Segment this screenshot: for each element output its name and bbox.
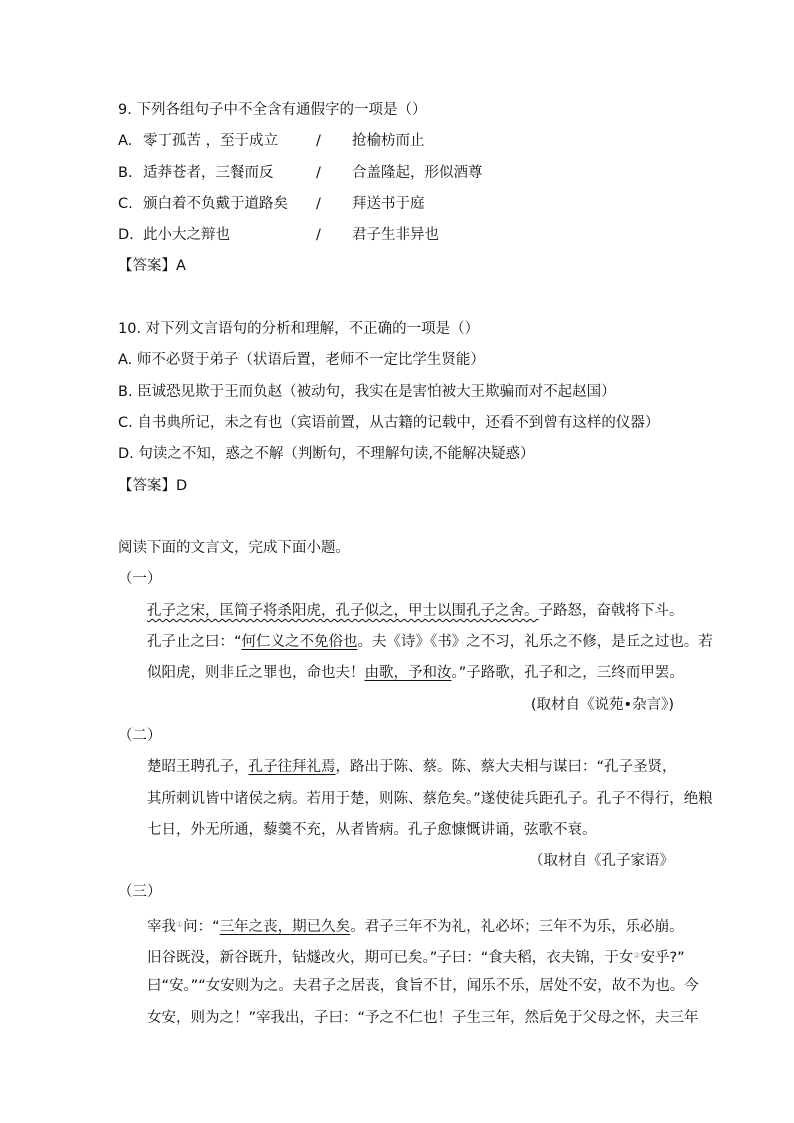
passage-line <box>118 596 684 627</box>
footnote-marker: ② <box>633 951 641 961</box>
text-segment: 七日，外无所通，藜羹不充，从者皆病。孔子愈慷慨讲诵，弦歌不衰。 <box>147 821 597 838</box>
underlined-sentence: 由歌，予和汝 <box>364 665 452 682</box>
reading-intro: 阅读下面的文言文，完成下面小题。 <box>118 540 350 557</box>
text-segment: 安乎?” <box>640 950 685 967</box>
text-segment: 其所刺讥皆中诸侯之病。若用于楚，则陈、蔡危矣。”遂使徒兵距孔子。孔子不得行，绝粮 <box>147 790 713 807</box>
option-sentence-b: 拜送书于庭 <box>352 195 425 212</box>
text-segment: 孔子止之曰：“ <box>147 634 242 651</box>
text-segment: 楚昭王聘孔子， <box>147 759 249 776</box>
text-segment: 。夫《诗》《书》之不习，礼乐之不修，是丘之过也。若 <box>357 634 713 651</box>
question-10-stem: 10. 对下列文言语句的分析和理解，不正确的一项是（） <box>118 321 480 338</box>
question-9-answer: 【答案】A <box>118 258 186 275</box>
option-label: B. <box>118 164 133 181</box>
passage-line <box>118 752 677 783</box>
passage-label: （三） <box>118 884 162 901</box>
text-segment: 似阳虎，则非丘之罪也，命也夫！ <box>147 665 365 682</box>
option-separator: / <box>316 227 321 244</box>
question-9-option <box>118 158 674 189</box>
passage-label: （一） <box>118 571 162 588</box>
passage-line <box>118 909 684 940</box>
text-segment: 女安，则为之！”宰我出，子曰：“予之不仁也！子生三年，然后免于父母之怀，夫三年 <box>147 1009 699 1026</box>
question-10-option: C. 自书典所记，未之有也（宾语前置，从古籍的记载中，还看不到曾有这样的仪器） <box>118 414 660 431</box>
option-label: A. <box>118 133 133 150</box>
text-segment: 子路怒，奋戟将下斗。 <box>538 602 684 619</box>
passage-line <box>118 784 713 815</box>
passage-label: （二） <box>118 727 162 744</box>
text-segment: 曰“安。”“女安则为之。夫君子之居丧，食旨不甘，闻乐不乐，居处不安，故不为也。今 <box>147 978 699 995</box>
option-sentence-b: 君子生非异也 <box>352 227 439 244</box>
wavy-underlined-sentence: 孔子之宋，匡简子将杀阳虎，孔子似之，甲士以围孔子之舍。 <box>147 602 539 619</box>
option-separator: / <box>316 164 321 181</box>
question-9-option <box>118 126 674 157</box>
option-sentence-b: 抢榆枋而止 <box>352 133 425 150</box>
footnote-marker: ① <box>176 919 184 929</box>
passage-line <box>118 1003 699 1034</box>
text-segment: ，路出于陈、蔡。陈、蔡大夫相与谋曰：“孔子圣贤， <box>335 759 677 776</box>
option-sentence-a: 此小大之辩也 <box>143 227 230 244</box>
text-segment: 。君子三年不为礼，礼必坏；三年不为乐，乐必崩。 <box>350 918 684 935</box>
option-label: C. <box>118 195 133 212</box>
option-sentence-a: 适莽苍者，三餐而反 <box>143 164 274 181</box>
question-10-option: A. 师不必贤于弟子（状语后置，老师不一定比学生贤能） <box>118 352 485 369</box>
option-separator: / <box>316 195 321 212</box>
question-10-answer: 【答案】D <box>118 477 188 494</box>
underlined-sentence: 三年之丧，期已久矣 <box>219 918 351 935</box>
question-9-option <box>118 189 674 220</box>
passage-line <box>118 627 713 658</box>
passage-line <box>118 658 684 689</box>
question-9-stem: 9. 下列各组句子中不全含有通假字的一项是（） <box>118 102 427 118</box>
passage-line <box>118 940 685 971</box>
passage-line <box>118 815 674 846</box>
text-segment: 宰我 <box>147 918 176 935</box>
text-segment: 旧谷既没，新谷既升，钻燧改火，期可已矣。”子曰：“食夫稻，衣夫锦，于女 <box>147 950 634 967</box>
question-9-option <box>118 220 674 251</box>
question-10-option: B. 臣诚恐见欺于王而负赵（被动句，我实在是害怕被大王欺骗而对不起赵国） <box>118 383 616 400</box>
option-sentence-a: 零丁孤苦 ，至于成立 <box>143 133 279 150</box>
document-page <box>118 95 713 1034</box>
passage-line <box>118 971 699 1002</box>
option-label: D. <box>118 227 134 244</box>
underlined-sentence: 何仁义之不免俗也 <box>241 634 358 651</box>
text-segment: 问：“ <box>183 918 220 935</box>
option-sentence-a: 颁白着不负戴于道路矣 <box>143 195 288 212</box>
option-sentence-b: 合盖隆起，形似酒尊 <box>352 164 483 181</box>
option-separator: / <box>316 133 321 150</box>
text-segment: 。”子路歌，孔子和之，三终而甲罢。 <box>451 665 684 682</box>
passage-source: （取材自《孔子家语》 <box>529 853 674 870</box>
passage-source: (取材自《说苑•杂言》) <box>530 696 674 713</box>
underlined-sentence: 孔子往拜礼焉 <box>248 759 336 776</box>
question-10-option: D. 句读之不知，惑之不解（判断句，不理解句读,不能解决疑惑） <box>118 446 535 463</box>
